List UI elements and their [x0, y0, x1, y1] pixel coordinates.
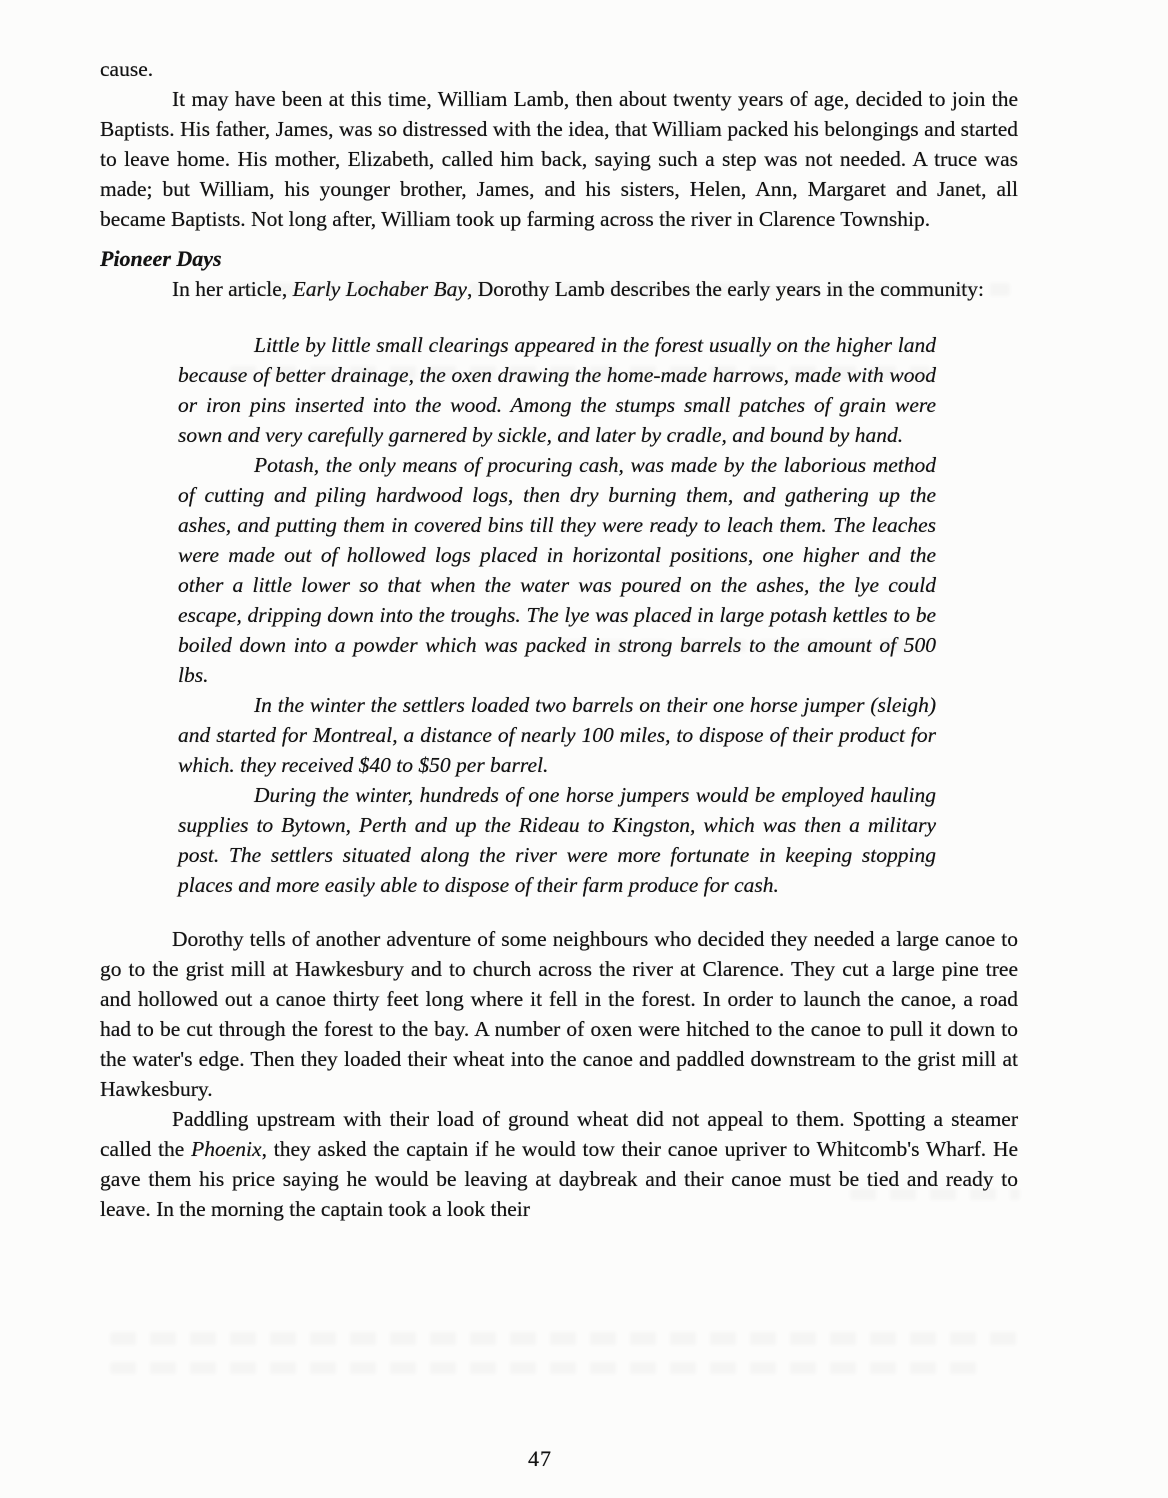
intro-text-before: In her article,: [172, 277, 293, 301]
article-title-italic: Early Lochaber Bay: [292, 277, 467, 301]
paragraph-william-lamb: It may have been at this time, William Lamb, then about twenty years of age, decided to join the Baptists. His father, James, was so distressed with the idea, that William packed his belongings and started to leave home. His mother, Elizabeth, called him back, saying such a step was not needed. A truce was made; but William, his younger brother, James, and his sisters, Helen, Ann, Margaret and Janet, all became Baptists. Not long after, William took up farming across the river in Clarence Township.: [100, 87, 1018, 231]
quote-paragraph-jumpers: During the winter, hundreds of one horse jumpers would be employed hauling supplies to Bytown, Perth and up the Rideau to Kingston, which was then a military post. The settlers situated along the river were more fortunate in keeping stopping places and more easily able to dispose of their farm produce for cash.: [178, 783, 936, 897]
steamer-text-after: , they asked the captain if he would tow their canoe upriver to Whitcomb's Wharf. He gave them his price saying he would be leaving at daybreak and their canoe must be tied and ready to leave. In the morning the captain took a look their: [100, 1137, 1019, 1221]
paragraph-canoe-adventure: Dorothy tells of another adventure of some neighbours who decided they needed a large canoe to go to the grist mill at Hawkesbury and to church across the river at Clarence. They cut a large pine tree and hollowed out a canoe thirty feet long where it fell in the forest. In order to launch the canoe, a road had to be cut through the forest to the bay. A number of oxen were hitched to the canoe to pull it down to the water's edge. Then they loaded their wheat into the canoe and paddled downstream to the grist mill at Hawkesbury.: [100, 927, 1018, 1101]
paragraph-continuation-fragment: cause.: [100, 57, 154, 81]
section-heading-pioneer-days: Pioneer Days: [100, 246, 222, 271]
quote-paragraph-clearings: Little by little small clearings appeared in the forest usually on the higher land because of better drainage, the oxen drawing the home-made harrows, made with wood or iron pins inserted into the wood. Among the stumps small patches of grain were sown and very carefully garnered by sickle, and later by cradle, and bound by hand.: [178, 333, 936, 447]
quote-paragraph-winter-montreal: In the winter the settlers loaded two barrels on their one horse jumper (sleigh) and started for Montreal, a distance of nearly 100 miles, to dispose of their product for which. they received $40 to $50 per barrel.: [178, 693, 936, 777]
block-quote: [178, 330, 936, 900]
intro-text-after: , Dorothy Lamb describes the early years in the community:: [466, 277, 984, 301]
steamer-name-italic: Phoenix: [191, 1137, 262, 1161]
steamer-text-before: Paddling upstream with their load of ground wheat did not appeal to them. Spotting a steamer called the: [100, 1107, 1018, 1161]
quote-paragraph-potash: Potash, the only means of procuring cash, was made by the laborious method of cutting and piling hardwood logs, then dry burning them, and gathering up the ashes, and putting them in covered bins till they were ready to leach them. The leaches were made out of hollowed logs placed in horizontal positions, one higher and the other a little lower so that when the water was poured on the ashes, the lye could escape, dripping down into the troughs. The lye was placed in large potash kettles to be boiled down into a powder which was packed in strong barrels to the amount of 500 lbs.: [178, 453, 936, 687]
page-number: 47: [528, 1446, 552, 1471]
paragraph-steamer-phoenix: [100, 1104, 1018, 1224]
paragraph-intro: [100, 274, 1018, 304]
bleed-through-artifact: [110, 1362, 990, 1374]
bleed-through-artifact: [110, 1332, 1030, 1345]
